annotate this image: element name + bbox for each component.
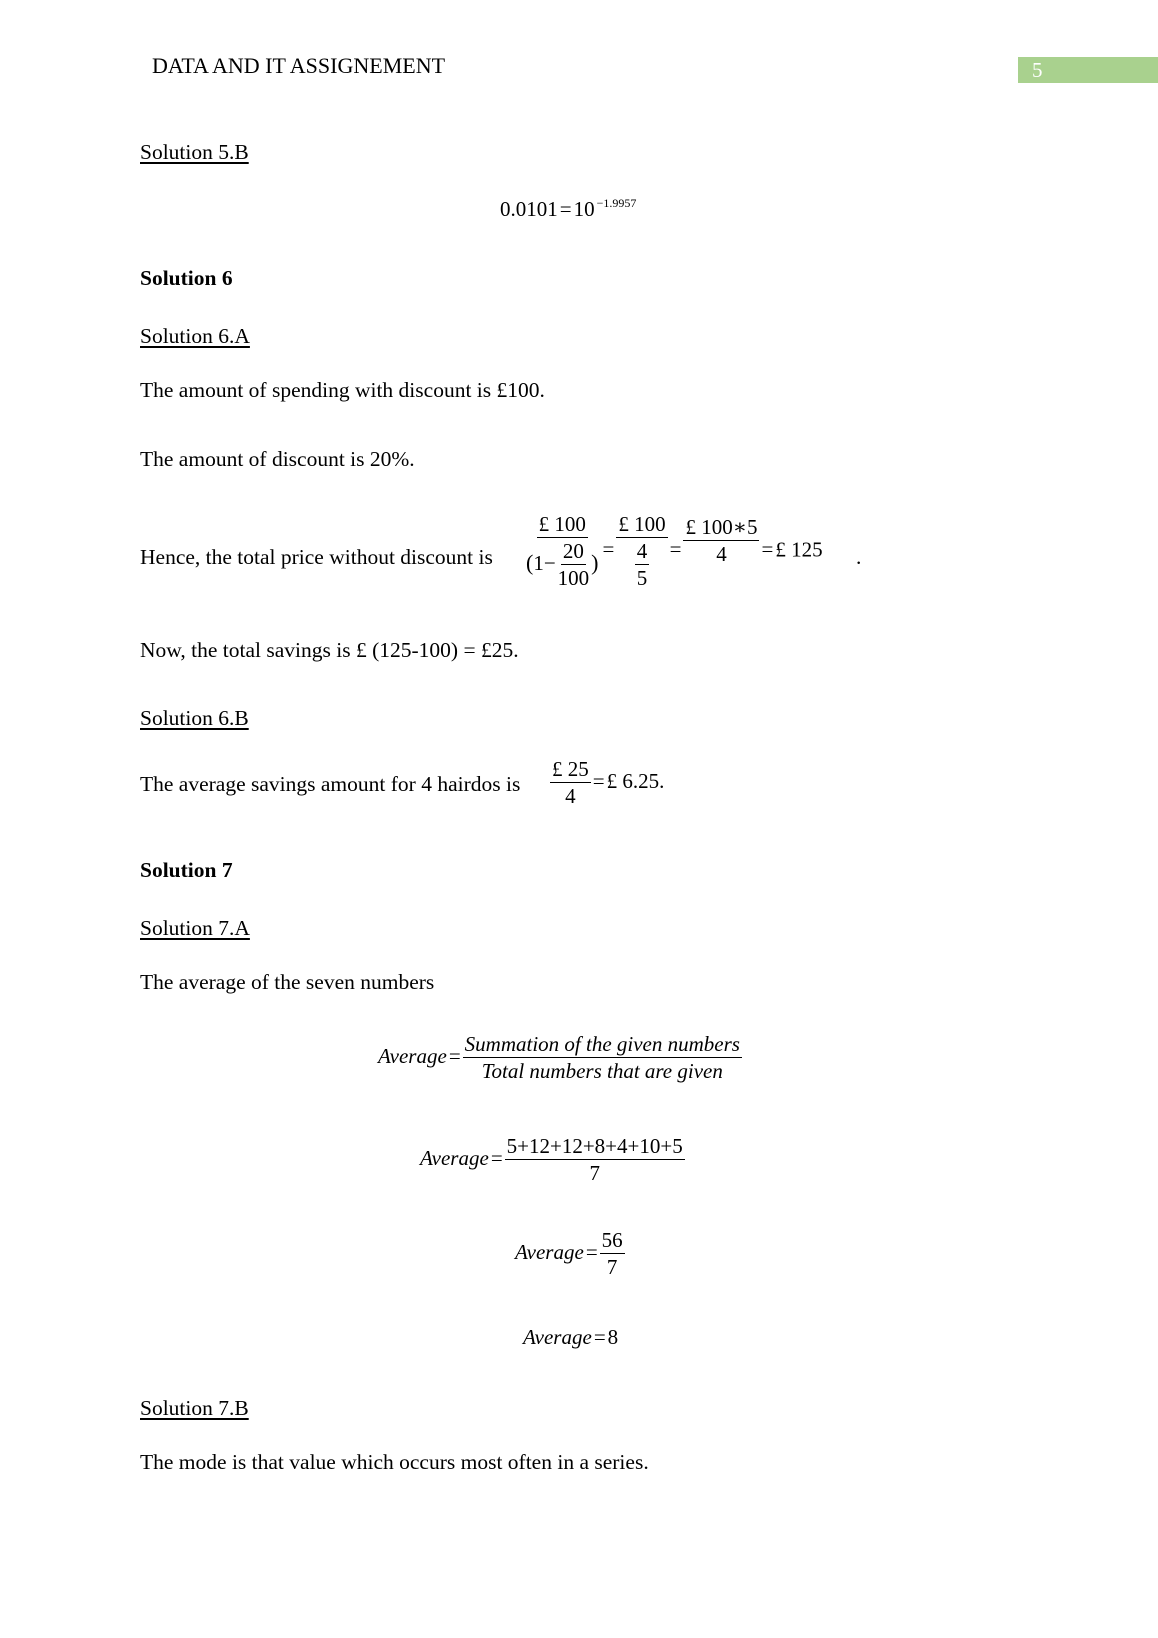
fraction-price-over-discount bbox=[524, 514, 601, 589]
equals-sign: = bbox=[593, 1325, 606, 1349]
period: . bbox=[856, 545, 862, 569]
fraction-numerator: Summation of the given numbers bbox=[464, 1032, 740, 1056]
total-price-equation bbox=[524, 514, 823, 589]
equation-left: 0.0101 bbox=[500, 197, 558, 221]
equals-sign: = bbox=[559, 197, 572, 221]
solution-7b-heading: Solution 7.B bbox=[140, 1396, 249, 1420]
solution-5b-equation bbox=[500, 196, 637, 221]
equals-sign: = bbox=[448, 1043, 461, 1068]
equation-exponent: −1.9957 bbox=[596, 196, 637, 210]
equation-result: £ 6.25 bbox=[606, 768, 660, 793]
fraction-twenty-percent bbox=[556, 541, 592, 589]
solution-6a-heading: Solution 6.A bbox=[140, 324, 250, 348]
fraction-denominator: 7 bbox=[589, 1161, 600, 1185]
paragraph-discount: The amount of discount is 20%. bbox=[140, 447, 415, 471]
paragraph-mode-definition: The mode is that value which occurs most often in a series. bbox=[140, 1450, 649, 1474]
equals-sign: = bbox=[602, 537, 615, 562]
average-formula bbox=[378, 1034, 742, 1082]
page-header-title: DATA AND IT ASSIGNEMENT bbox=[152, 53, 446, 78]
average-savings-equation bbox=[550, 759, 664, 807]
fraction-56-over-7 bbox=[600, 1230, 625, 1278]
solution-6b-heading: Solution 6.B bbox=[140, 706, 249, 730]
equals-sign: = bbox=[490, 1145, 503, 1170]
fraction-numerator: £ 100 bbox=[618, 512, 666, 536]
fraction-savings-over-four bbox=[550, 759, 591, 807]
average-sum-equation bbox=[420, 1136, 685, 1184]
average-label: Average bbox=[378, 1043, 447, 1068]
fraction-price-times-five bbox=[683, 517, 759, 565]
fraction-denominator: 7 bbox=[606, 1255, 618, 1279]
solution-6-heading: Solution 6 bbox=[140, 266, 233, 290]
page-number-badge bbox=[1018, 57, 1158, 83]
fraction-numerator: £ 100∗5 bbox=[685, 515, 758, 540]
fraction-denominator: 4 bbox=[716, 542, 727, 567]
equals-sign: = bbox=[585, 1239, 598, 1264]
fraction-numerator: 56 bbox=[601, 1228, 623, 1252]
fraction-numerator: £ 25 bbox=[552, 757, 589, 781]
fraction-denominator: 5 bbox=[636, 566, 648, 590]
equation-result: 8 bbox=[607, 1325, 619, 1349]
fraction-numerator: 4 bbox=[636, 539, 648, 563]
average-fraction-equation bbox=[515, 1230, 625, 1278]
fraction-denominator: 4 bbox=[565, 784, 576, 808]
fraction-denominator: Total numbers that are given bbox=[481, 1059, 723, 1083]
fraction-denominator: (1− $\frac{20}{100}$ ) bbox=[526, 539, 599, 590]
period: . bbox=[659, 768, 665, 793]
page-number: 5 bbox=[1032, 58, 1043, 82]
fraction-summation-over-total bbox=[463, 1034, 742, 1082]
equals-sign: = bbox=[592, 768, 605, 793]
equation-base: 10 bbox=[573, 197, 595, 221]
paragraph-average-intro: The average of the seven numbers bbox=[140, 970, 435, 994]
fraction-denominator: 100 bbox=[557, 566, 590, 590]
equals-sign: = bbox=[761, 537, 774, 562]
average-label: Average bbox=[523, 1325, 592, 1349]
average-result-equation bbox=[523, 1327, 618, 1348]
average-label: Average bbox=[515, 1239, 584, 1264]
average-label: Average bbox=[420, 1145, 489, 1170]
fraction-numerator: 5+12+12+8+4+10+5 bbox=[506, 1134, 683, 1158]
fraction-numerator: £ 100 bbox=[538, 512, 586, 536]
fraction-sum-over-seven bbox=[505, 1136, 685, 1184]
solution-5b-heading: Solution 5.B bbox=[140, 140, 249, 164]
solution-7-heading: Solution 7 bbox=[140, 858, 233, 882]
equals-sign: = bbox=[669, 537, 682, 562]
solution-7a-heading: Solution 7.A bbox=[140, 916, 250, 940]
one-minus: 1− bbox=[533, 550, 556, 575]
fraction-price-over-four-fifths bbox=[616, 514, 667, 589]
fraction-denominator bbox=[633, 538, 652, 589]
paragraph-average-savings: The average savings amount for 4 hairdos is bbox=[140, 772, 521, 796]
paragraph-total-savings: Now, the total savings is £ (125-100) = £25. bbox=[140, 638, 519, 662]
fraction-numerator: 20 bbox=[562, 539, 584, 563]
equation-result: £ 125 bbox=[775, 537, 823, 562]
paragraph-total-price: Hence, the total price without discount is bbox=[140, 545, 493, 569]
paragraph-spending: The amount of spending with discount is £100. bbox=[140, 378, 545, 402]
